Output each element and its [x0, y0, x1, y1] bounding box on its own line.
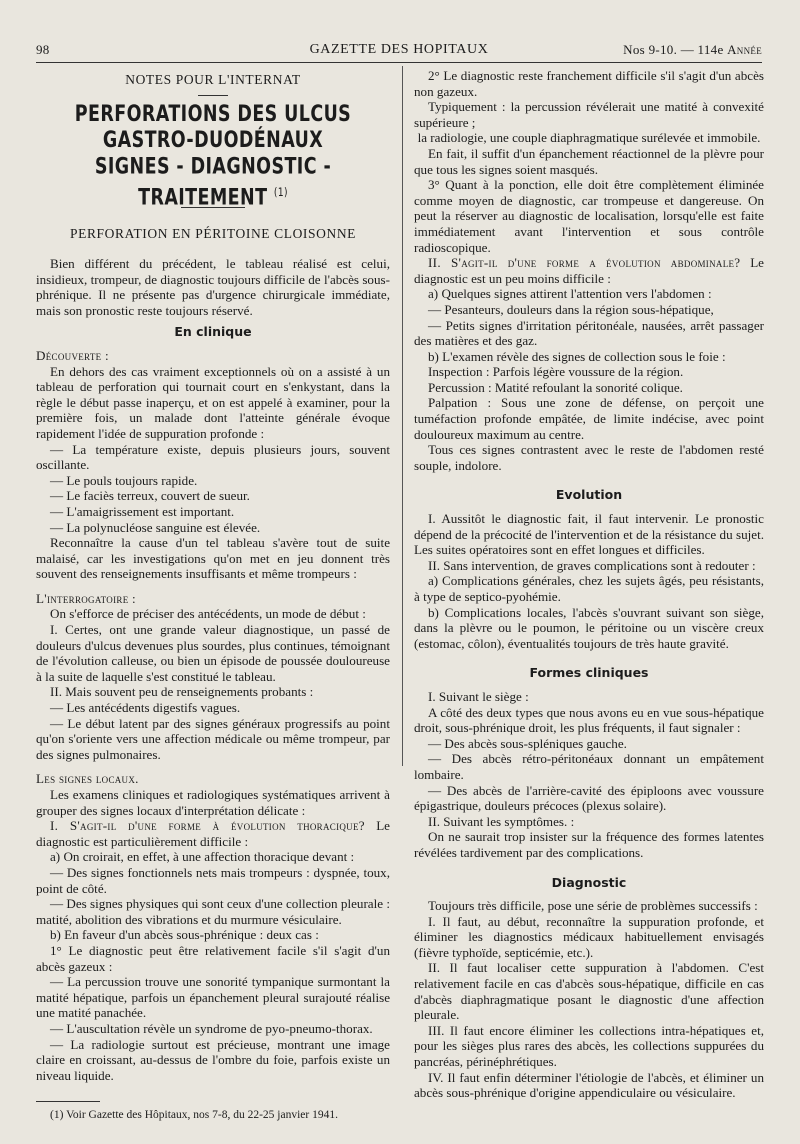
heading-evolution: Evolution: [555, 487, 623, 503]
abces-non-gazeux: 2° Le diagnostic reste franchement difficile s'il s'agit d'un abcès non gazeux.: [414, 68, 764, 99]
title-line-1: PERFORATIONS DES ULCUS GASTRO-DUODÉNAUX: [74, 101, 352, 153]
signes-locaux-label: [36, 771, 390, 787]
formes-siege: I. Suivant le siège :: [428, 688, 529, 704]
diagnostic-4: IV. Il faut enfin déterminer l'étiologie de l'abcès, et éliminer un abcès sous-phrénique d'origine appendiculaire ou vésiculaire.: [414, 1069, 764, 1101]
footnote-rule: [36, 1101, 100, 1102]
formes-siege-b: — Des abcès rétro-péritonéaux donnant un empâtement lombaire.: [414, 751, 764, 782]
formes-symptomes-text: On ne saurait trop insister sur la fréquence des formes latentes révélées tardivement par des complications.: [414, 829, 764, 860]
sign-pouls: — Le pouls toujours rapide.: [50, 472, 198, 488]
abdominale-percussion: Percussion : Matité refoulant la sonorité colique.: [428, 379, 683, 395]
thoracique-b1c: — La radiologie surtout est précieuse, montrant une image claire en croissant, au-dessus de l'ombre du foie, parfois existe un niveau liquide.: [36, 1036, 390, 1083]
abdominale-b: b) L'examen révèle des signes de collection sous le foie :: [428, 348, 726, 364]
sign-facies: — Le faciès terreux, couvert de sueur.: [50, 488, 250, 504]
abdominale-text: Le diagnostic est un peu moins difficile :: [414, 255, 764, 286]
heading-diagnostic: Diagnostic: [551, 874, 627, 890]
thoracique-a: a) On croirait, en effet, à une affection thoracique devant :: [50, 849, 355, 865]
interrogatoire-label: [36, 591, 390, 607]
thoracique-paragraph: [36, 818, 390, 849]
section-kicker: NOTES POUR L'INTERNAT: [125, 72, 301, 87]
abdominale-label: II. S'agit-il d'une forme a évolution abdominale?: [428, 255, 741, 271]
column-divider: [402, 66, 403, 766]
evolution-2a: a) Complications générales, chez les sujets âgés, peu résistants, à type de septico-pyohémie.: [414, 573, 764, 604]
epanchement-reactionnel: En fait, il suffit d'un épanchement réactionnel de la plèvre pour que tous les signes soient masqués.: [414, 145, 764, 177]
decouverte-paragraph: En dehors des cas vraiment exceptionnels où on a assisté à un tableau de perforation qui tournait court en s'enkystant, dans la règle le début passe inaperçu, et on est appelé à examiner, pour la première fois, un malade dont l'atteinte générale évoque rapidement l'idée de suppuration profonde :: [36, 363, 390, 441]
footnote: (1) Voir Gazette des Hôpitaux, nos 7-8, du 22-25 janvier 1941.: [50, 1109, 338, 1122]
sign-polynucleose: — La polynucléose sanguine est élevée.: [50, 519, 261, 535]
right-column: [414, 68, 764, 1101]
interrogatoire-point-2a: — Les antécédents digestifs vagues.: [50, 700, 241, 716]
abdominale-contraste: Tous ces signes contrastent avec le reste de l'abdomen resté souple, indolore.: [414, 442, 764, 473]
thoracique-b1b: — L'auscultation révèle un syndrome de pyo-pneumo-thorax.: [50, 1020, 373, 1036]
kicker-rule: [198, 95, 228, 96]
title-footnote-mark: (1): [273, 186, 288, 200]
evolution-2b: b) Complications locales, l'abcès s'ouvrant suivant son siège, dans la plèvre ou le poumon, le péritoine ou un viscère creux (estomac, côlon), éventualités toujours de très haute gravité.: [414, 604, 764, 651]
left-column: [36, 68, 390, 1122]
diagnostic-2: II. Il faut localiser cette suppuration à l'abdomen. C'est relativement facile en cas d'abcès sous-hépatique, difficile en cas d'abcès diaphragmatique posant le diagnostic d'une affection pleurale.: [414, 960, 764, 1023]
evolution-2: II. Sans intervention, de graves complications sont à redouter :: [428, 557, 756, 573]
formes-siege-c: — Des abcès de l'arrière-cavité des épiploons avec voussure épigastrique, douleurs précoces (plexus solaire).: [414, 782, 764, 814]
formes-symptomes: II. Suivant les symptômes. :: [428, 813, 575, 829]
interrogatoire-point-2: II. Mais souvent peu de renseignements probants :: [50, 684, 314, 700]
page-number: 98: [36, 42, 50, 57]
decouverte-label: [36, 348, 390, 364]
reconnaitre-paragraph: Reconnaître la cause d'un tel tableau s'avère tout de suite malaisé, car les investigations qu'on met en jeu donnent très souvent des renseignements insuffisants et même trompeurs :: [36, 535, 390, 582]
abdominale-paragraph: [414, 255, 764, 286]
abdominale-a2: — Petits signes d'irritation péritonéale, nausées, arrêt passager des matières et des gaz.: [414, 317, 764, 349]
interrogatoire-point-1: I. Certes, ont une grande valeur diagnostique, un passé de douleurs d'ulcus devenues plus sourdes, plus continues, témoignant de l'évolution calleuse, ou bien un épisode de poussée douloureuse à la suite de laquelle s'est constitué le tableau.: [36, 622, 390, 684]
title-line-2: SIGNES - DIAGNOSTIC - TRAITEMENT: [94, 154, 332, 211]
interrogatoire-label-text: L'interrogatoire :: [36, 590, 136, 606]
evolution-1: I. Aussitôt le diagnostic fait, il faut intervenir. Le pronostic dépend de la précocité de l'intervention et de la résistance du sujet. Les suites opératoires sont en effet longues et difficiles.: [414, 511, 764, 558]
thoracique-b1: 1° Le diagnostic peut être relativement facile s'il s'agit d'un abcès gazeux :: [36, 942, 390, 974]
ponction-paragraph: 3° Quant à la ponction, elle doit être complètement éliminée comme moyen de diagnostic, car trompeuse et dangereuse. On peut la réserver au diagnostic de localisation, lorsqu'elle est faite immédiatement avant l'intervention et sous contrôle radioscopique.: [414, 177, 764, 255]
formes-siege-a: — Des abcès sous-spléniques gauche.: [428, 735, 627, 751]
article-subtitle: PERFORATION EN PÉRITOINE CLOISONNE: [69, 226, 357, 242]
thoracique-b1a: — La percussion trouve une sonorité tympanique surmontant la matité hépatique, parfois un épanchement pleural surajouté réalise une matité panachée.: [36, 974, 390, 1021]
spacer: [36, 762, 390, 771]
journal-title: GAZETTE DES HOPITAUX: [309, 42, 489, 57]
issue-year-word: Année: [727, 42, 762, 57]
spacer: [36, 582, 390, 591]
interrogatoire-paragraph: On s'efforce de préciser des antécédents, un mode de début :: [50, 606, 366, 622]
signes-locaux-paragraph: Les examens cliniques et radiologiques systématiques arrivent à grouper des signes locaux d'interprétation délicate :: [36, 787, 390, 818]
heading-en-clinique: En clinique: [174, 324, 252, 340]
diagnostic-1: I. Il faut, au début, reconnaître la suppuration profonde, et éliminer les diagnostics médicaux habituellement envisagés (fièvre typhoïde, septicémie, etc.).: [414, 913, 764, 960]
running-head: [36, 40, 762, 63]
abdominale-a: a) Quelques signes attirent l'attention vers l'abdomen :: [428, 286, 712, 302]
decouverte-label-text: Découverte :: [36, 347, 109, 363]
heading-formes-cliniques: Formes cliniques: [529, 665, 649, 681]
interrogatoire-point-2b: — Le début latent par des signes généraux progressifs au point qu'on s'oriente vers une affection médicale ou même trompeur, par des signes pulmonaires.: [36, 715, 390, 762]
diagnostic-3: III. Il faut encore éliminer les collections intra-hépatiques et, pour les sièges plus rares des abcès, les collections suppurées du pancréas, périnéphrétiques.: [414, 1022, 764, 1070]
thoracique-a1: — Des signes fonctionnels nets mais trompeurs : dyspnée, toux, point de côté.: [36, 864, 390, 896]
radiologie-typique: la radiologie, une couple diaphragmatique surélevée et immobile.: [417, 130, 761, 146]
diagnostic-intro: Toujours très difficile, pose une série de problèmes successifs :: [428, 898, 758, 914]
formes-siege-text: A côté des deux types que nous avons eu en vue sous-hépatique droit, sous-phrénique droit, les plus fréquents, il faut signaler :: [414, 704, 764, 736]
percussion-typique: Typiquement : la percussion révélerait une matité à convexité supérieure ;: [414, 99, 764, 130]
signes-locaux-label-text: Les signes locaux.: [36, 771, 139, 787]
abdominale-a1: — Pesanteurs, douleurs dans la région sous-hépatique,: [428, 301, 714, 317]
thoracique-text: Le diagnostic est particulièrement difficile :: [36, 818, 390, 849]
issue-number: Nos 9-10. — 114e: [623, 42, 724, 57]
sign-amaigrissement: — L'amaigrissement est important.: [50, 503, 235, 519]
abdominale-palpation: Palpation : Sous une zone de défense, on perçoit une tuméfaction profonde empâtée, de limite indécise, avec point douloureux maximum au centre.: [414, 395, 764, 442]
sign-temperature: — La température existe, depuis plusieurs jours, souvent oscillante.: [36, 441, 390, 473]
thoracique-a2: — Des signes physiques qui sont ceux d'une collection pleurale : matité, abolition des vibrations et du murmure vésiculaire.: [36, 896, 390, 927]
intro-paragraph: Bien différent du précédent, le tableau réalisé est celui, insidieux, trompeur, de diagnostic toujours difficile de l'abcès sous-phrénique. Il ne présente pas d'urgence chirurgicale immédiate, mais son pronostic reste toujours réservé.: [36, 256, 390, 318]
thoracique-b: b) En faveur d'un abcès sous-phrénique : deux cas :: [50, 927, 319, 943]
article-title: [36, 102, 390, 212]
issue-info: [623, 42, 762, 58]
abdominale-inspection: Inspection : Parfois légère voussure de la région.: [428, 364, 684, 380]
thoracique-label: I. S'agit-il d'une forme à évolution thoracique?: [50, 818, 365, 834]
